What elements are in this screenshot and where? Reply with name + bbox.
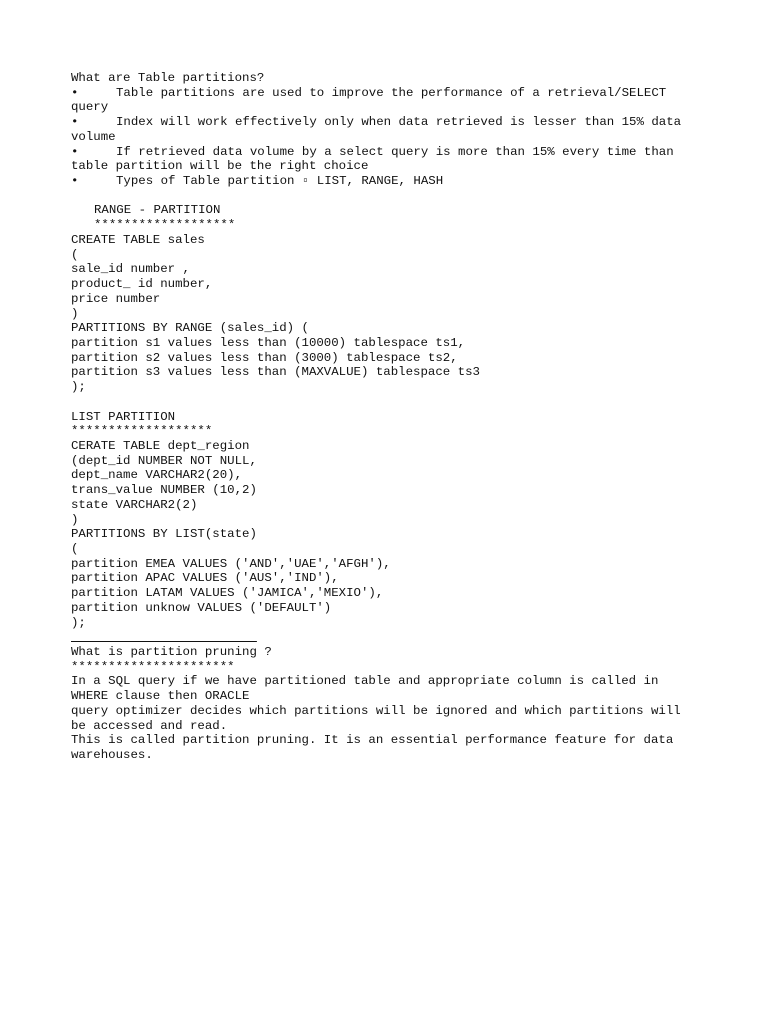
bullet-symbol: • [71,144,79,159]
code-line: price number [71,291,161,306]
list-heading: LIST PARTITION [71,409,176,424]
document-page [71,71,711,763]
paragraph-line: This is called partition pruning. It is an essential performance feature for data [71,733,674,748]
range-code-block [71,233,711,395]
pruning-paragraph [71,674,711,762]
code-line: ); [71,615,86,630]
bullet-text: Table partitions are used to improve the performance of a retrieval/SELECT [116,85,667,100]
bullet-item [71,86,711,101]
range-heading-underline: ******************* [94,218,236,233]
code-line: ( [71,247,79,262]
list-code-block [71,439,711,630]
bullet-item [71,174,711,189]
intro-heading: What are Table partitions? [71,71,265,85]
code-line: CREATE TABLE sales [71,232,205,247]
bullet-text: If retrieved data volume by a select query is more than 15% every time than [116,144,674,159]
code-line: state VARCHAR2(2) [71,497,198,512]
paragraph-line: In a SQL query if we have partitioned table and appropriate column is called in [71,674,659,689]
bullet-text: Index will work effectively only when data retrieved is lesser than 15% data [116,115,682,130]
code-line: ( [71,542,79,556]
bullet-item [71,145,711,160]
paragraph-line: query optimizer decides which partitions will be ignored and which partitions will [71,703,681,718]
bullet-text-continued: volume [71,129,116,144]
code-line: CERATE TABLE dept_region [71,438,250,453]
bullet-symbol: • [71,85,79,100]
code-line: partition EMEA VALUES ('AND','UAE','AFGH'), [71,556,391,571]
code-line: partition unknow VALUES ('DEFAULT') [71,600,332,615]
code-line: ) [71,512,79,527]
pruning-heading-underline: ********************** [71,659,235,674]
pruning-heading: What is partition pruning ? [71,645,272,660]
bullet-symbol: • [71,115,79,130]
code-line: partition s1 values less than (10000) tablespace ts1, [71,335,466,350]
code-line: ); [71,380,86,395]
list-heading-underline: ******************* [71,424,213,439]
range-heading: RANGE - PARTITION [94,203,221,218]
paragraph-line: warehouses. [71,748,153,763]
bullet-symbol: • [71,174,79,189]
bullet-item [71,115,711,130]
code-line: ) [71,306,79,321]
code-line: partition LATAM VALUES ('JAMICA','MEXIO'), [71,586,384,601]
bullet-text-continued: query [71,100,109,115]
code-line: partition APAC VALUES ('AUS','IND'), [71,571,339,586]
code-line: sale_id number , [71,262,190,277]
code-line: (dept_id NUMBER NOT NULL, [71,453,257,468]
bullet-text-continued: table partition will be the right choice [71,159,369,174]
code-line: partition s3 values less than (MAXVALUE) tablespace ts3 [71,365,480,380]
horizontal-rule [71,630,711,645]
blank-line [71,189,711,204]
paragraph-line: WHERE clause then ORACLE [71,689,250,704]
code-line: partition s2 values less than (3000) tablespace ts2, [71,350,458,365]
code-line: dept_name VARCHAR2(20), [71,468,243,483]
code-line: PARTITIONS BY LIST(state) [71,527,257,542]
code-line: trans_value NUMBER (10,2) [71,483,257,498]
blank-line [71,395,711,410]
code-line: PARTITIONS BY RANGE (sales_id) ( [71,321,309,336]
code-line: product_ id number, [71,277,213,292]
bullet-text: Types of Table partition ▫ LIST, RANGE, HASH [116,174,444,189]
paragraph-line: be accessed and read. [71,718,228,733]
